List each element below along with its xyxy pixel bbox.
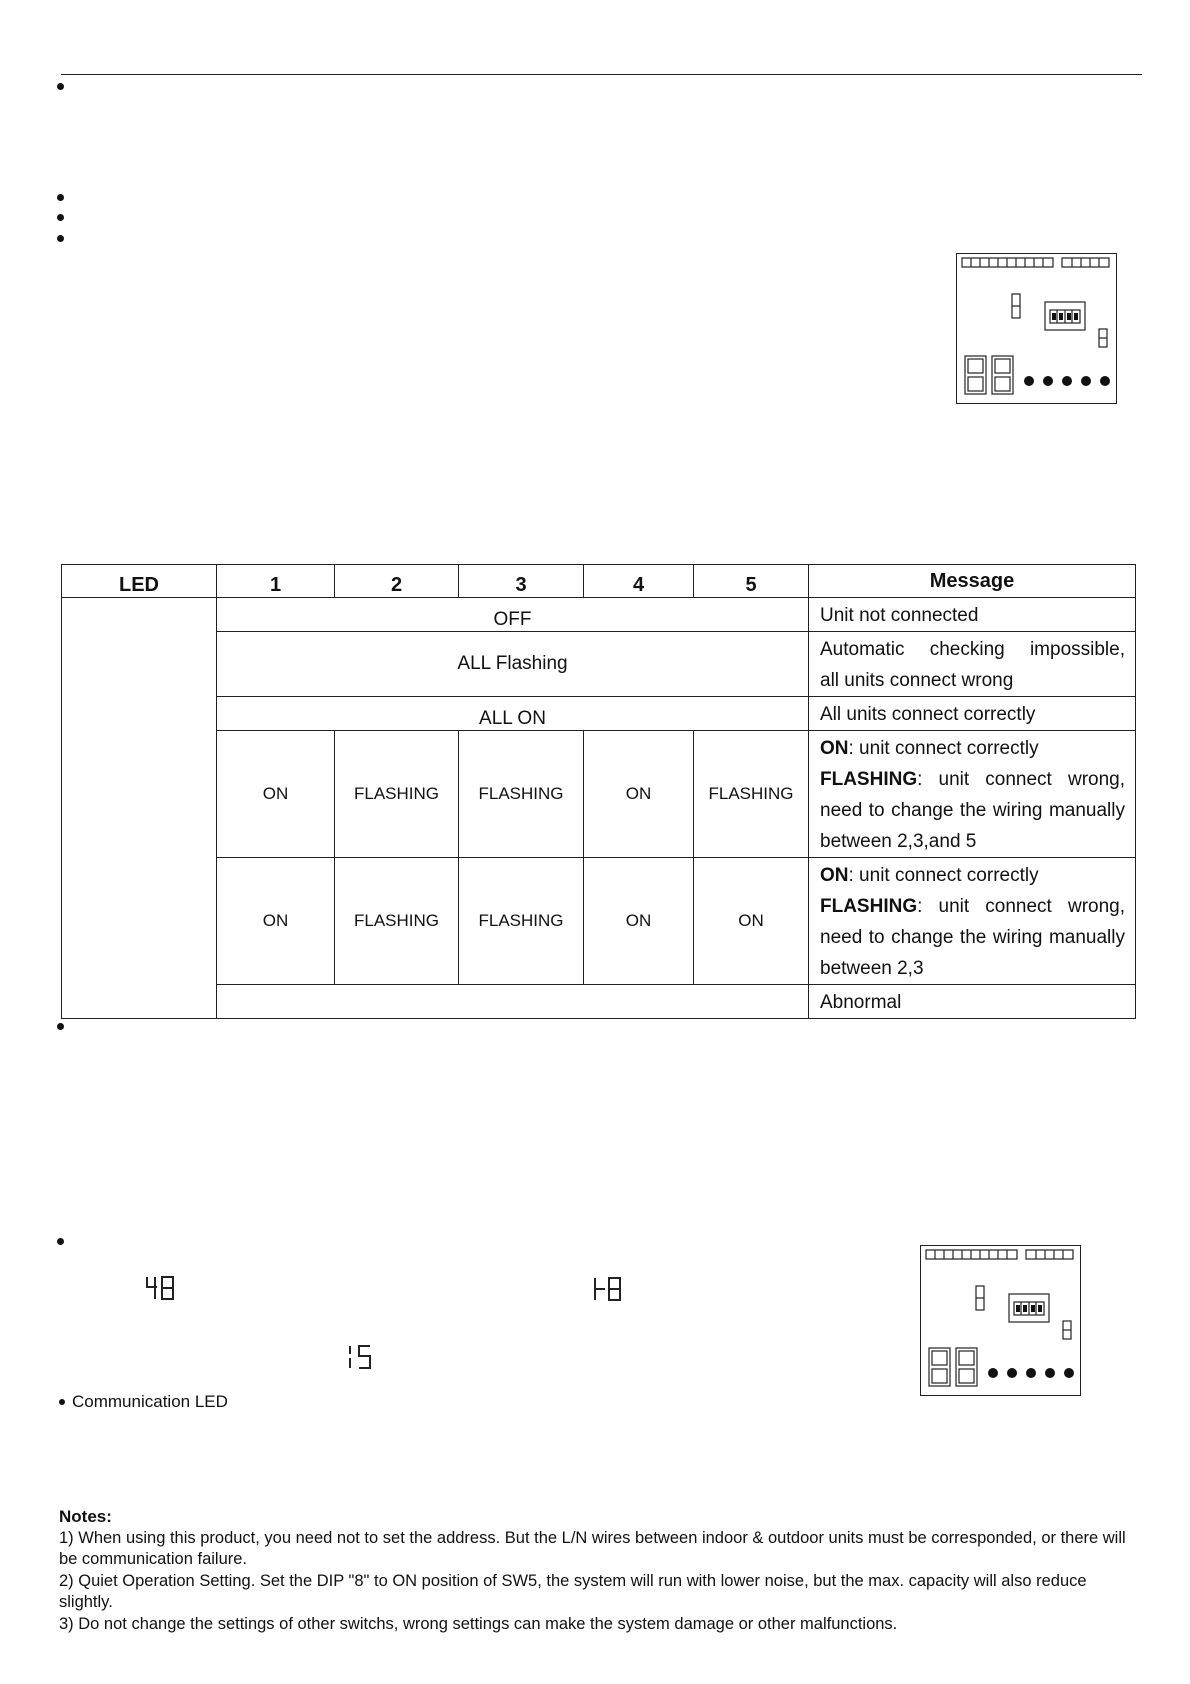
segment-readout-minus-8-value: -8 [592,1276,593,1277]
pcb-board-drawing [957,254,1116,403]
state-all-flashing: ALL Flashing [217,632,809,697]
pattern-b-led-1: ON [217,858,335,985]
on-label: ON [820,738,849,759]
header-col-1: 1 [217,565,335,598]
table-row [62,598,1136,632]
segment-readout-minus-8 [592,1276,624,1302]
message-pattern-a [809,731,1136,858]
message-all-flashing-line2: all units connect wrong [820,670,1014,691]
bullet-5 [57,1023,64,1030]
table-row [62,858,1136,985]
on-text: : unit connect correctly [848,738,1039,759]
note-item-3: 3) Do not change the settings of other switchs, wrong settings can make the system damage or other malfunctions. [59,1614,898,1633]
on-label: ON [820,865,849,886]
note-item-2: 2) Quiet Operation Setting. Set the DIP "8" to ON position of SW5, the system will run with lower noise, but the max. capacity will also reduce slightly. [59,1571,1087,1612]
message-all-flashing [809,632,1136,697]
table-row [62,632,1136,697]
header-col-3: 3 [459,565,584,598]
pcb-board-diagram-top [956,253,1117,404]
on-text: : unit connect correctly [848,865,1039,886]
segment-readout-15-value: 15 [347,1344,349,1345]
header-col-5: 5 [694,565,809,598]
segment-readout-40-value: 40 [144,1275,146,1276]
pcb-board-drawing [921,1246,1080,1395]
table-row [62,731,1136,858]
message-all-flashing-line1: Automatic checking impossible, [820,639,1125,660]
pattern-a-led-1: ON [217,731,335,858]
segment-readout-15 [347,1344,375,1370]
header-rule [61,74,1142,75]
pattern-b-led-3: FLASHING [459,858,584,985]
segment-readout-40 [144,1275,176,1301]
pattern-a-led-5: FLASHING [694,731,809,858]
communication-led-label: Communication LED [72,1392,228,1411]
bullet-3 [57,214,64,221]
pcb-board-diagram-bottom [920,1245,1081,1396]
pattern-a-led-3: FLASHING [459,731,584,858]
bullet-4 [57,235,64,242]
table-row [62,697,1136,731]
state-off: OFF [217,598,809,632]
pattern-a-led-2: FLASHING [335,731,459,858]
note-item-1: 1) When using this product, you need not to set the address. But the L/N wires between indoor & outdoor units must be corresponded, or there will be communication failure. [59,1528,1126,1569]
message-off: Unit not connected [809,598,1136,632]
bullet-6 [57,1238,64,1245]
flashing-label: FLASHING [820,896,918,917]
notes-title: Notes: [59,1507,112,1526]
flashing-label: FLASHING [820,769,918,790]
pattern-b-led-4: ON [584,858,694,985]
state-all-on: ALL ON [217,697,809,731]
bullet-1 [57,83,64,90]
pattern-b-led-2: FLASHING [335,858,459,985]
notes-section [59,1506,1135,1636]
header-col-4: 4 [584,565,694,598]
pattern-a-led-4: ON [584,731,694,858]
flashing-text: : unit connect wrong, need to change the wiring manually between 2,3 [820,896,1125,979]
bullet-communication-led [59,1399,65,1405]
header-col-2: 2 [335,565,459,598]
led-label-cell [62,598,217,1019]
message-abnormal: Abnormal [809,985,1136,1019]
header-led: LED [62,565,217,598]
header-message: Message [809,565,1136,598]
flashing-text: : unit connect wrong, need to change the wiring manually between 2,3,and 5 [820,769,1125,852]
pattern-b-led-5: ON [694,858,809,985]
state-abnormal [217,985,809,1019]
message-pattern-b [809,858,1136,985]
led-status-table [61,564,1136,1019]
message-all-on: All units connect correctly [809,697,1136,731]
table-row [62,985,1136,1019]
bullet-2 [57,194,64,201]
